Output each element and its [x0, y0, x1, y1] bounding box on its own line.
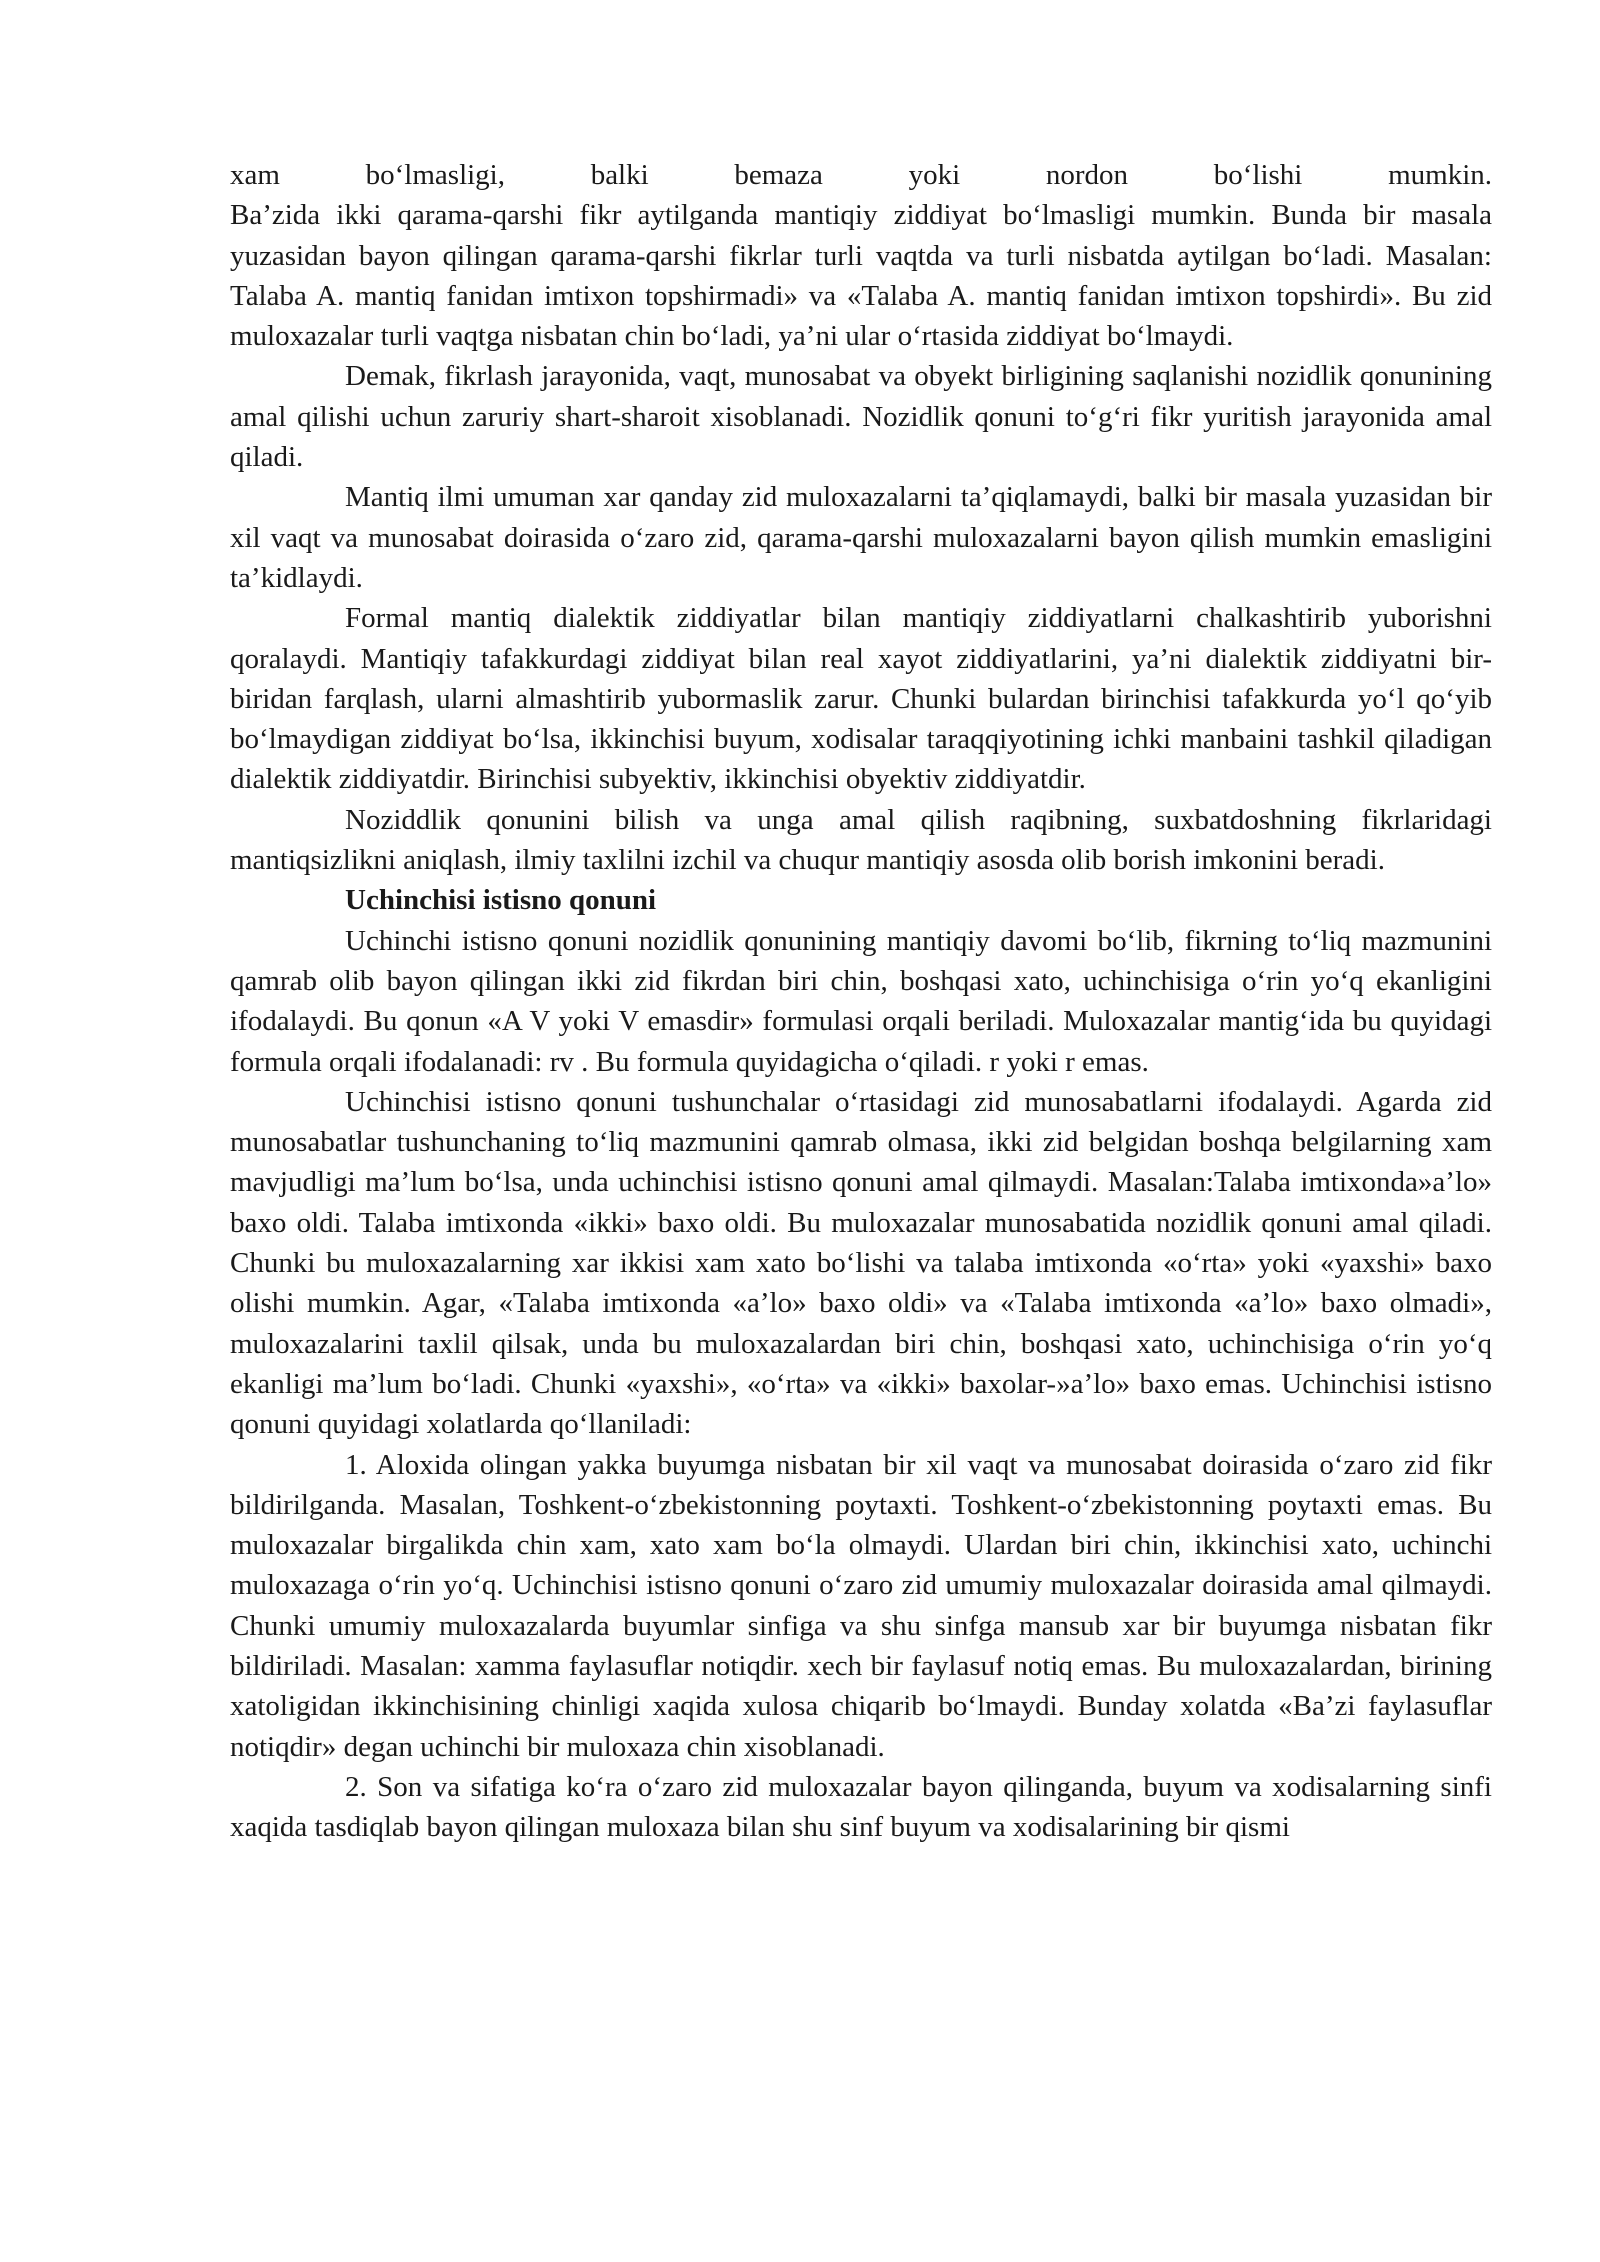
paragraph-excluded-middle-intro: Uchinchi istisno qonuni nozidlik qonunining mantiqiy davomi bo‘lib, fikrning to‘liq mazmunini qamrab olib bayon qilingan ikki zid fikrdan biri chin, boshqasi xato, uchinchisiga o‘rin yo‘q ekanligini ifodalaydi. Bu qonun «A V yoki V emasdir» formulasi orqali beriladi. Muloxazalar mantig‘ida bu quyidagi formula orqali ifodalanadi: rv . Bu formula quyidagicha o‘qiladi. r yoki r emas.: [230, 924, 1492, 1078]
section-heading: Uchinchisi istisno qonuni: [345, 884, 657, 917]
paragraph-contradiction-time: Ba’zida ikki qarama-qarshi fikr aytilganda mantiqiy ziddiyat bo‘lmasligi mumkin. Bunda bir masala yuzasidan bayon qilingan qarama-qarshi fikrlar turli vaqtda va turli nisbatda aytilgan bo‘ladi. Masalan: Talaba A. mantiq fanidan imtixon topshirmadi» va «Talaba A. mantiq fanidan imtixon topshirdi». Bu zid muloxazalar turli vaqtga nisbatan chin bo‘ladi, ya’ni ular o‘rtasida ziddiyat bo‘lmaydi.: [230, 199, 1492, 353]
paragraph-continuation-line: xam bo‘lmasligi, balki bemaza yoki nordon bo‘lishi mumkin.: [230, 159, 1492, 191]
paragraph-logic-science: Mantiq ilmi umuman xar qanday zid muloxazalarni ta’qiqlamaydi, balki bir masala yuzasidan bir xil vaqt va munosabat doirasida o‘zaro zid, qarama-qarshi muloxazalarni bayon qilish mumkin emasligini ta’kidlaydi.: [230, 481, 1492, 594]
paragraph-numbered-2: 2. Son va sifatiga ko‘ra o‘zaro zid muloxazalar bayon qilinganda, buyum va xodisalarning sinfi xaqida tasdiqlab bayon qilingan muloxaza bilan shu sinf buyum va xodisalarining bir qismi: [230, 1770, 1492, 1844]
paragraph-noncontradiction-use: Noziddlik qonunini bilish va unga amal qilish raqibning, suxbatdoshning fikrlaridagi mantiqsizlikni aniqlash, ilmiy taxlilni izchil va chuqur mantiqiy asosda olib borish imkonini beradi.: [230, 803, 1492, 877]
paragraph-excluded-middle-relations: Uchinchisi istisno qonuni tushunchalar o‘rtasidagi zid munosabatlarni ifodalaydi. Agarda zid munosabatlar tushunchaning to‘liq mazmunini qamrab olmasa, ikki zid belgidan boshqa belgilarning xam mavjudligi ma’lum bo‘lsa, unda uchinchisi istisno qonuni amal qilmaydi. Masalan:Talaba imtixonda»a’lo» baxo oldi. Talaba imtixonda «ikki» baxo oldi. Bu muloxazalar munosabatida nozidlik qonuni amal qiladi. Chunki bu muloxazalarning xar ikkisi xam xato bo‘lishi va talaba imtixonda «o‘rta» yoki «yaxshi» baxo olishi mumkin. Agar, «Talaba imtixonda «a’lo» baxo oldi» va «Talaba imtixonda «a’lo» baxo olmadi», muloxazalarini taxlil qilsak, unda bu muloxazalardan biri chin, boshqasi xato, uchinchisiga o‘rin yo‘q ekanligi ma’lum bo‘ladi. Chunki «yaxshi», «o‘rta» va «ikki» baxolar-»a’lo» baxo emas. Uchinchisi istisno qonuni quyidagi xolatlarda qo‘llaniladi:: [230, 1085, 1492, 1441]
paragraph-conditions: Demak, fikrlash jarayonida, vaqt, munosabat va obyekt birligining saqlanishi nozidlik qonunining amal qilishi uchun zaruriy shart-sharoit xisoblanadi. Nozidlik qonuni to‘g‘ri fikr yuritish jarayonida amal qiladi.: [230, 360, 1492, 474]
document-page: [230, 155, 1492, 1847]
paragraph-numbered-1: 1. Aloxida olingan yakka buyumga nisbatan bir xil vaqt va munosabat doirasida o‘zaro zid fikr bildirilganda. Masalan, Toshkent-o‘zbekistonning poytaxti. Toshkent-o‘zbekistonning poytaxti emas. Bu muloxazalar birgalikda chin xam, xato xam bo‘la olmaydi. Ulardan biri chin, ikkinchisi xato, uchinchi muloxazaga o‘rin yo‘q. Uchinchisi istisno qonuni o‘zaro zid umumiy muloxazalar doirasida amal qilmaydi. Chunki umumiy muloxazalarda buyumlar sinfiga va shu sinfga mansub xar bir buyumga nisbatan fikr bildiriladi. Masalan: xamma faylasuflar notiqdir. xech bir faylasuf notiq emas. Bu muloxazalardan, birining xatoligidan ikkinchisining chinligi xaqida xulosa chiqarib bo‘lmaydi. Bunday xolatda «Ba’zi faylasuflar notiqdir» degan uchinchi bir muloxaza chin xisoblanadi.: [230, 1448, 1492, 1763]
paragraph-dialectic: Formal mantiq dialektik ziddiyatlar bilan mantiqiy ziddiyatlarni chalkashtirib yuborishni qoralaydi. Mantiqiy tafakkurdagi ziddiyat bilan real xayot ziddiyatlarini, ya’ni dialektik ziddiyatni bir-biridan farqlash, ularni almashtirib yubormaslik zarur. Chunki bulardan birinchisi tafakkurda yo‘l qo‘yib bo‘lmaydigan ziddiyat bo‘lsa, ikkinchisi buyum, xodisalar taraqqiyotining ichki manbaini tashkil qiladigan dialektik ziddiyatdir. Birinchisi subyektiv, ikkinchisi obyektiv ziddiyatdir.: [230, 602, 1492, 796]
